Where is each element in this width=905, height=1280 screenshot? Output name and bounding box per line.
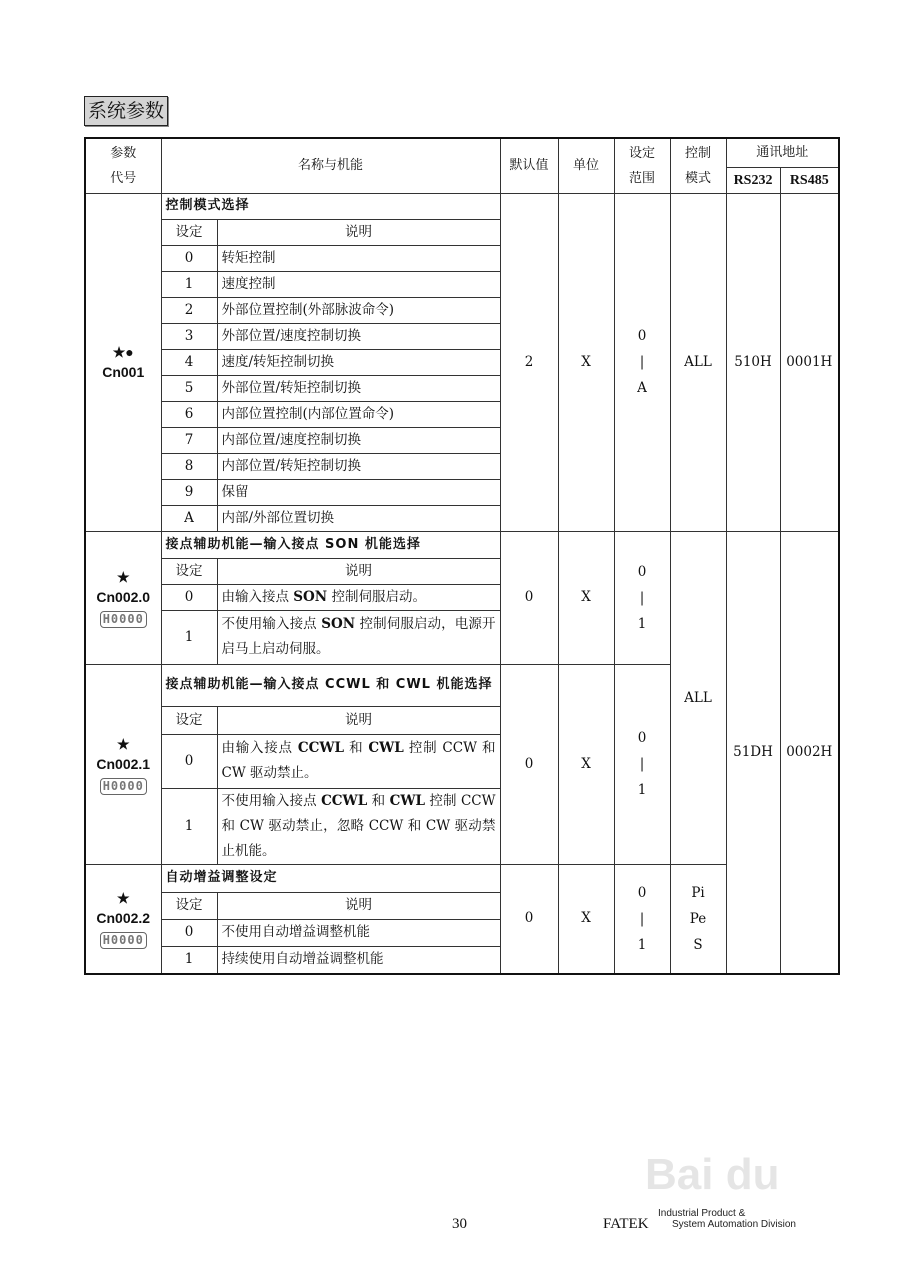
description-segment: 不使用自动增益调整机能 — [221, 924, 370, 940]
description-header: 说明 — [217, 219, 500, 245]
mode-part: ALL — [684, 689, 712, 706]
range-part: 0 — [637, 328, 647, 344]
description-segment: CCWL — [297, 740, 345, 756]
description-header: 说明 — [217, 892, 500, 919]
option-description — [217, 610, 500, 664]
param-row — [85, 531, 839, 558]
option-description — [217, 349, 500, 375]
param-range — [614, 864, 670, 974]
param-title: 控制模式选择 — [161, 193, 500, 219]
range-part: | — [639, 589, 645, 606]
mode-part: Pi — [691, 884, 705, 901]
description-segment: SON — [321, 616, 356, 632]
option-description — [217, 271, 500, 297]
description-segment: 控制 CCW 和 CW 驱动禁止，忽略 CCW 和 CW 驱动禁止机能。 — [221, 792, 496, 859]
header-rs485: RS485 — [780, 167, 839, 193]
header-row — [85, 138, 839, 167]
description-segment: 和 — [367, 792, 390, 809]
description-header: 说明 — [217, 706, 500, 734]
seven-segment-display-icon: H0000 — [100, 611, 147, 628]
header-unit: 单位 — [558, 138, 614, 193]
param-range — [614, 531, 670, 664]
option-value: 1 — [161, 271, 217, 297]
description-segment: CWL — [389, 792, 425, 809]
option-description — [217, 245, 500, 271]
range-part: 0 — [637, 563, 647, 580]
seven-segment-display-icon: H0000 — [100, 778, 147, 795]
param-marks: ★ — [116, 890, 130, 907]
setting-header: 设定 — [161, 892, 217, 919]
description-segment: 外部位置控制(外部脉波命令) — [221, 301, 395, 318]
option-value: 2 — [161, 297, 217, 323]
param-rs485: 0001H — [780, 193, 839, 531]
header-name: 名称与机能 — [161, 138, 500, 193]
description-segment: 控制伺服启动，电源开启马上启动伺服。 — [221, 616, 496, 657]
param-code-cell — [85, 193, 161, 531]
header-default: 默认值 — [500, 138, 558, 193]
option-value: 4 — [161, 349, 217, 375]
option-value: 5 — [161, 375, 217, 401]
description-segment: CWL — [368, 740, 404, 756]
param-range — [614, 193, 670, 531]
description-segment: 保留 — [221, 483, 249, 500]
watermark: Bai du — [645, 1150, 780, 1199]
brand: FATEK — [603, 1216, 649, 1232]
description-segment: 转矩控制 — [221, 249, 276, 266]
description-segment: 由输入接点 — [221, 588, 294, 605]
parameter-table — [84, 137, 840, 975]
setting-header: 设定 — [161, 706, 217, 734]
description-segment: 内部位置/转矩控制切换 — [221, 457, 362, 474]
option-value: 9 — [161, 479, 217, 505]
option-description — [217, 919, 500, 946]
option-description — [217, 946, 500, 974]
param-marks: ★● — [112, 344, 134, 360]
option-description — [217, 375, 500, 401]
description-segment: 内部位置控制(内部位置命令) — [221, 405, 395, 422]
option-description — [217, 297, 500, 323]
param-title: 自动增益调整设定 — [161, 864, 500, 892]
setting-header: 设定 — [161, 558, 217, 584]
range-part: 0 — [637, 884, 647, 901]
description-segment: 和 — [344, 740, 369, 756]
param-unit: X — [558, 664, 614, 864]
description-segment: 持续使用自动增益调整机能 — [221, 951, 384, 968]
param-code-cell — [85, 664, 161, 864]
description-segment: 控制伺服启动。 — [327, 588, 426, 605]
option-description — [217, 584, 500, 610]
param-code: Cn002.2 — [96, 910, 151, 927]
param-unit: X — [558, 531, 614, 664]
seven-segment-display-icon: H0000 — [100, 932, 147, 949]
description-segment: 不使用输入接点 — [221, 616, 322, 632]
range-part: A — [637, 380, 647, 396]
param-marks: ★ — [116, 735, 130, 752]
param-row — [85, 864, 839, 892]
description-segment: 速度控制 — [221, 275, 276, 292]
option-value: 1 — [161, 610, 217, 664]
description-header: 说明 — [217, 558, 500, 584]
option-value: 0 — [161, 919, 217, 946]
description-segment: 内部位置/速度控制切换 — [221, 431, 362, 448]
range-part: 0 — [637, 730, 647, 746]
option-value: 0 — [161, 245, 217, 271]
param-mode — [670, 864, 726, 974]
option-description — [217, 453, 500, 479]
option-description — [217, 734, 500, 788]
param-default: 2 — [500, 193, 558, 531]
param-title: 接点辅助机能—输入接点 CCWL 和 CWL 机能选择 — [161, 664, 500, 706]
param-unit: X — [558, 193, 614, 531]
section-title: 系统参数 — [84, 96, 168, 126]
param-marks: ★ — [116, 569, 130, 585]
option-description — [217, 401, 500, 427]
description-segment: 不使用输入接点 — [221, 792, 322, 809]
option-value: 7 — [161, 427, 217, 453]
description-segment: 外部位置/速度控制切换 — [221, 327, 362, 344]
option-value: 0 — [161, 584, 217, 610]
description-segment: 速度/转矩控制切换 — [221, 353, 335, 370]
option-value: 0 — [161, 734, 217, 788]
option-value: 3 — [161, 323, 217, 349]
param-title: 接点辅助机能—输入接点 SON 机能选择 — [161, 531, 500, 558]
description-segment: 控制 CCW 和 CW 驱动禁止。 — [221, 740, 496, 781]
division-label: Industrial Product & System Automation Division — [658, 1208, 796, 1230]
description-segment: CCWL — [321, 792, 368, 809]
setting-header: 设定 — [161, 219, 217, 245]
option-description — [217, 427, 500, 453]
param-rs232: 510H — [726, 193, 780, 531]
param-code-cell — [85, 531, 161, 664]
param-code: Cn001 — [102, 364, 145, 380]
param-rs485: 0002H — [780, 531, 839, 974]
header-comm: 通讯地址 — [726, 138, 839, 167]
option-description — [217, 505, 500, 531]
param-unit: X — [558, 864, 614, 974]
param-rs232: 51DH — [726, 531, 780, 974]
param-default: 0 — [500, 664, 558, 864]
description-segment: 内部/外部位置切换 — [221, 509, 335, 526]
header-code: 参数 代号 — [85, 138, 161, 193]
description-segment: 外部位置/转矩控制切换 — [221, 379, 362, 396]
range-part: 1 — [637, 615, 647, 632]
param-code: Cn002.1 — [96, 755, 151, 772]
param-default: 0 — [500, 864, 558, 974]
description-segment: 由输入接点 — [221, 740, 298, 756]
param-mode — [670, 193, 726, 531]
mode-part: Pe — [689, 910, 707, 927]
option-value: 1 — [161, 788, 217, 864]
option-value: 1 — [161, 946, 217, 974]
option-description — [217, 479, 500, 505]
param-range — [614, 664, 670, 864]
header-mode: 控制 模式 — [670, 138, 726, 193]
option-value: A — [161, 505, 217, 531]
param-mode — [670, 531, 726, 864]
param-code: Cn002.0 — [96, 589, 151, 605]
range-part: 1 — [637, 936, 647, 953]
option-value: 8 — [161, 453, 217, 479]
header-rs232: RS232 — [726, 167, 780, 193]
range-part: | — [639, 756, 645, 772]
option-description — [217, 788, 500, 864]
range-part: 1 — [637, 782, 647, 798]
option-description — [217, 323, 500, 349]
page-number: 30 — [452, 1216, 467, 1232]
param-default: 0 — [500, 531, 558, 664]
range-part: | — [639, 354, 645, 370]
description-segment: SON — [293, 588, 328, 605]
option-value: 6 — [161, 401, 217, 427]
mode-part: ALL — [684, 354, 712, 370]
range-part: | — [639, 910, 645, 927]
param-code-cell — [85, 864, 161, 974]
param-row — [85, 193, 839, 219]
mode-part: S — [693, 936, 703, 953]
header-range: 设定 范围 — [614, 138, 670, 193]
